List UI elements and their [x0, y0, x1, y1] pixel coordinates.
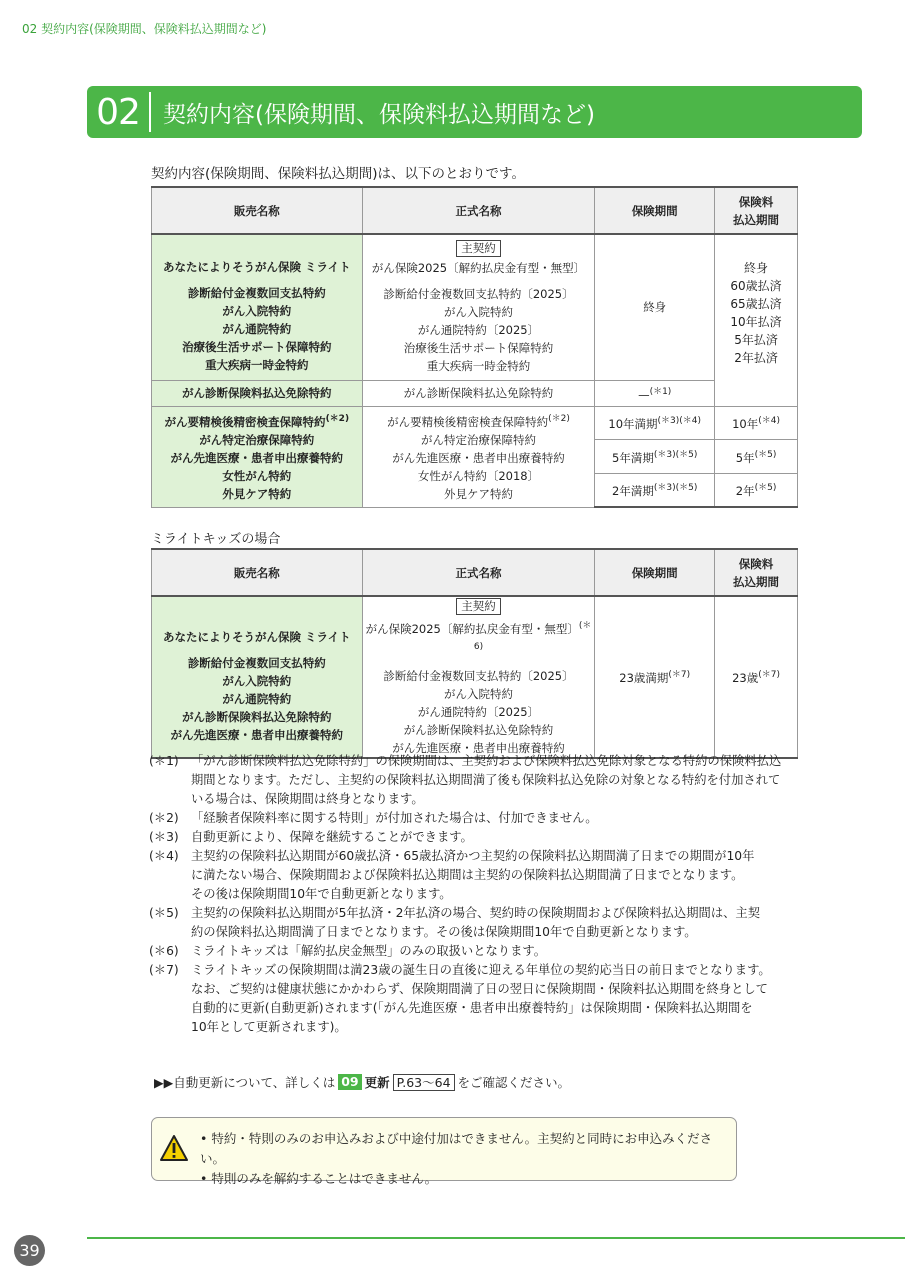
intro-text: 契約内容(保険期間、保険料払込期間)は、以下のとおりです。	[151, 166, 525, 182]
formal-rider: 診断給付金複数回支払特約〔2025〕	[383, 668, 574, 683]
formal-rider: 女性がん特約〔2018〕	[417, 468, 540, 483]
footnote-item	[149, 828, 804, 847]
kids-period: 23歳満期	[619, 671, 669, 686]
running-head: 02 契約内容(保険期間、保険料払込期間など)	[22, 22, 267, 36]
formal-main-name: がん保険2025〔解約払戻金有型・無型〕	[365, 621, 579, 636]
footnote-item	[149, 847, 804, 904]
footnote-item	[149, 752, 804, 809]
sales-rider: がん先進医療・患者申出療養特約	[170, 727, 344, 742]
footnote-ref: (＊4)	[758, 416, 780, 427]
waiver-period: —	[638, 387, 650, 402]
cell-period-main: 終身	[595, 234, 715, 380]
table-row-main	[152, 596, 798, 758]
header-premium-line1: 保険料	[738, 194, 774, 209]
footnote-line: 自動更新により、保障を継続することができます。	[191, 830, 473, 844]
footnote-ref: (＊2)	[325, 414, 350, 425]
footnote-line: 主契約の保険料払込期間が60歳払済・65歳払済かつ主契約の保険料払込期間満了日までの期間が10年	[191, 849, 755, 863]
option-period: 5年満期	[612, 450, 654, 465]
kids-subheading: ミライトキッズの場合	[151, 532, 281, 547]
footnote-line: 期間となります。ただし、主契約の保険料払込期間満了後も保険料払込免除の対象となる特約を付加されて	[191, 773, 781, 787]
page-number: 39	[14, 1235, 45, 1266]
footnote-ref: (＊3)(＊5)	[653, 449, 698, 460]
sales-rider: がん先進医療・患者申出療養特約	[170, 450, 344, 465]
footnote-ref: (＊5)	[754, 449, 777, 460]
header-formal-name: 正式名称	[362, 187, 595, 234]
footnote-key: (＊4)	[149, 849, 179, 863]
formal-rider: がん要精検後精密検査保障特約	[387, 414, 549, 429]
header-premium-line2: 払込期間	[733, 212, 780, 227]
footnote-key: (＊5)	[149, 906, 179, 920]
sales-rider: がん通院特約	[222, 322, 292, 337]
footnote-line: なお、ご契約は健康状態にかかわらず、保険期間満了日の翌日に保険期間・保険料払込期間を終身として	[191, 982, 768, 996]
footnote-ref: (＊7)	[668, 670, 691, 681]
sales-rider: 重大疾病一時金特約	[205, 358, 309, 373]
table-row-main	[152, 234, 798, 380]
table-row-group2	[152, 406, 798, 439]
sales-rider: 女性がん特約	[222, 468, 292, 483]
cell-premium-option	[715, 406, 798, 439]
formal-rider: がん特定治療保障特約	[420, 432, 536, 447]
cell-formal-main	[362, 234, 595, 380]
footnote-ref: (＊5)	[754, 483, 777, 494]
caution-item: • 特約・特則のみのお申込みおよび中途付加はできません。主契約と同時にお申込みください。	[200, 1131, 713, 1166]
section-number: 02	[96, 91, 140, 133]
warning-icon	[159, 1134, 189, 1162]
formal-rider: がん診断保険料払込免除特約	[403, 722, 554, 737]
footnote-item	[149, 904, 804, 942]
header-period: 保険期間	[595, 549, 715, 596]
ref-page-range[interactable]: P.63〜64	[393, 1074, 455, 1091]
caution-item: • 特則のみを解約することはできません。	[200, 1171, 438, 1186]
cell-premium-kids	[715, 596, 798, 758]
table-header-row	[152, 549, 798, 596]
footnotes	[149, 752, 804, 1037]
kids-premium: 23歳	[732, 671, 759, 686]
header-period: 保険期間	[595, 187, 715, 234]
footnote-line: に満たない場合、保険期間および保険料払込期間は主契約の保険料払込期間満了日までとなります。	[191, 868, 744, 882]
cell-sales-group2	[152, 406, 363, 507]
sales-rider: がん入院特約	[222, 673, 292, 688]
formal-main-name: がん保険2025〔解約払戻金有型・無型〕	[371, 261, 586, 276]
cell-period-option	[595, 439, 715, 473]
premium-option: 65歳払済	[730, 297, 782, 312]
main-contract-label: 主契約	[456, 240, 501, 257]
kids-contract-table	[151, 548, 798, 759]
formal-rider: 診断給付金複数回支払特約〔2025〕	[383, 287, 574, 302]
header-premium-period	[715, 187, 798, 234]
footer-rule	[87, 1237, 905, 1239]
footnote-key: (＊3)	[149, 830, 179, 844]
cell-formal-waiver: がん診断保険料払込免除特約	[362, 380, 595, 406]
formal-rider: 外見ケア特約	[443, 486, 513, 501]
premium-option: 2年払済	[734, 351, 778, 366]
cell-sales-waiver: がん診断保険料払込免除特約	[152, 380, 363, 406]
cell-premium-option	[715, 439, 798, 473]
option-premium: 10年	[732, 416, 759, 431]
sales-rider: 診断給付金複数回支払特約	[187, 286, 326, 301]
footnote-line: 「経験者保険料率に関する特則」が付加された場合は、付加できません。	[191, 811, 598, 825]
sales-rider: がん入院特約	[222, 304, 292, 319]
sales-rider: がん要精検後精密検査保障特約	[164, 414, 326, 429]
cell-period-option	[595, 406, 715, 439]
option-premium: 2年	[735, 484, 755, 499]
table-row-waiver	[152, 380, 798, 406]
formal-rider: 治療後生活サポート保障特約	[403, 341, 554, 356]
footnote-key: (＊2)	[149, 811, 179, 825]
cell-premium-option	[715, 473, 798, 507]
footnote-item	[149, 942, 804, 961]
option-period: 10年満期	[608, 416, 658, 431]
footnote-item	[149, 961, 804, 1037]
sales-rider: がん通院特約	[222, 691, 292, 706]
footnote-ref: (＊3)(＊5)	[653, 483, 698, 494]
formal-rider: がん通院特約〔2025〕	[417, 704, 540, 719]
formal-rider: がん先進医療・患者申出療養特約	[392, 450, 565, 465]
footnote-line: いる場合は、保険期間は終身となります。	[191, 792, 424, 806]
table-header-row	[152, 187, 798, 234]
footnote-ref: (＊6)	[473, 621, 592, 652]
footnote-ref: (＊1)	[649, 386, 672, 397]
main-contract-label: 主契約	[456, 598, 501, 615]
premium-option: 終身	[744, 261, 769, 276]
cross-reference	[154, 1073, 570, 1091]
formal-rider: がん先進医療・患者申出療養特約	[392, 740, 565, 755]
sales-main-name: あなたによりそうがん保険 ミライト	[162, 629, 351, 644]
footnote-key: (＊6)	[149, 944, 179, 958]
cell-period-kids	[595, 596, 715, 758]
sales-rider: 診断給付金複数回支払特約	[187, 655, 326, 670]
section-title: 契約内容(保険期間、保険料払込期間など)	[163, 101, 595, 128]
footnote-line: 「がん診断保険料払込免除特約」の保険期間は、主契約および保険料払込免除対象となる特約の保険料払込	[191, 754, 782, 768]
formal-rider: がん入院特約	[443, 686, 513, 701]
contract-table	[151, 186, 798, 508]
ref-section-name[interactable]: 更新	[364, 1075, 390, 1090]
ref-section-badge[interactable]: 09	[338, 1074, 361, 1090]
footnote-line: 自動的に更新(自動更新)されます(「がん先進医療・患者申出療養特約」は保険期間・保険料払込期間を	[191, 1001, 753, 1015]
footnote-key: (＊1)	[149, 754, 179, 768]
sales-rider: 外見ケア特約	[222, 486, 292, 501]
formal-rider: がん入院特約	[443, 305, 513, 320]
footnote-line: ミライトキッズは「解約払戻金無型」のみの取扱いとなります。	[191, 944, 547, 958]
sales-rider: がん特定治療保障特約	[199, 432, 315, 447]
formal-rider: がん通院特約〔2025〕	[417, 323, 540, 338]
header-premium-period	[715, 549, 798, 596]
footnote-ref: (＊7)	[758, 670, 780, 681]
cell-sales-main	[152, 234, 363, 380]
option-premium: 5年	[735, 450, 755, 465]
caution-box	[151, 1117, 737, 1186]
premium-option: 5年払済	[734, 333, 778, 348]
header-sales-name: 販売名称	[152, 187, 363, 234]
formal-rider: 重大疾病一時金特約	[426, 359, 531, 374]
cell-formal-main	[362, 596, 595, 758]
premium-option: 60歳払済	[730, 279, 782, 294]
footnote-line: ミライトキッズの保険期間は満23歳の誕生日の直後に迎える年単位の契約応当日の前日までとなります。	[191, 963, 771, 977]
footnote-ref: (＊3)(＊4)	[657, 416, 702, 427]
header-premium-line1: 保険料	[738, 556, 774, 571]
cell-premium-main	[715, 234, 798, 406]
footnote-key: (＊7)	[149, 963, 179, 977]
sales-rider: 治療後生活サポート保障特約	[182, 340, 332, 355]
ref-prefix: ▶▶自動更新について、詳しくは	[154, 1075, 336, 1090]
cell-sales-main	[152, 596, 363, 758]
sales-rider: がん診断保険料払込免除特約	[182, 709, 332, 724]
section-title-banner	[87, 86, 862, 138]
title-divider	[149, 92, 151, 132]
footnote-item	[149, 809, 804, 828]
footnote-line: その後は保険期間10年で自動更新となります。	[191, 887, 452, 901]
footnote-line: 主契約の保険料払込期間が5年払済・2年払済の場合、契約時の保険期間および保険料払込期間は、主契	[191, 906, 761, 920]
ref-suffix: をご確認ください。	[457, 1075, 571, 1090]
cell-period-waiver	[595, 380, 715, 406]
footnote-ref: (＊2)	[548, 414, 570, 425]
footnote-line: 約の保険料払込期間満了日までとなります。その後は保険期間10年で自動更新となります。	[191, 925, 697, 939]
footnote-line: 10年として更新されます)。	[191, 1020, 347, 1034]
header-sales-name: 販売名称	[152, 549, 363, 596]
option-period: 2年満期	[612, 484, 654, 499]
header-formal-name: 正式名称	[362, 549, 595, 596]
cell-period-option	[595, 473, 715, 507]
cell-formal-group2	[362, 406, 595, 507]
sales-main-name: あなたによりそうがん保険 ミライト	[162, 260, 351, 275]
premium-option: 10年払済	[730, 315, 782, 330]
header-premium-line2: 払込期間	[733, 574, 780, 589]
